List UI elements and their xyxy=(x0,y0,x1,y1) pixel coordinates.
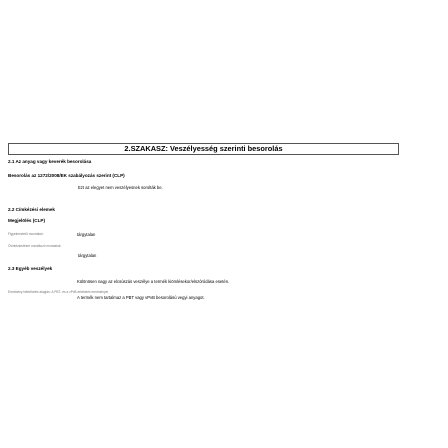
pbt-assessment-text: A termék nem tartalmaz a PBT vagy vPvB besorolású vegyi anyagot. xyxy=(77,295,205,300)
precautionary-statements-value: tárgytalan xyxy=(78,253,97,258)
section-title: 2.SZAKASZ: Veszélyesség szerinti besorolás xyxy=(8,143,399,155)
clp-classification-heading: Besorolás az 1272/2008/EK szabályozás szerint (CLP) xyxy=(8,173,125,178)
subsection-2-2-heading: 2.2 Címkézési elemek xyxy=(8,207,55,212)
clp-labelling-heading: Megjelölés (CLP) xyxy=(8,218,46,223)
classification-text: Ezt az elegyet nem veszélyesnek sorolták be. xyxy=(78,185,163,190)
hazard-statements-value: tárgytalan xyxy=(77,232,96,237)
hazard-statements-label: Figyelmeztető mondatok: xyxy=(8,232,44,236)
subsection-2-3-heading: 2.3 Egyéb veszélyek xyxy=(8,266,53,271)
pbt-assessment-label: Eredmény kiértékelés alapján: A PBT- és a vPvB-értékelés eredményei xyxy=(8,290,109,294)
slip-hazard-text: Különösen nagy az elcsúszás veszélye a termék kiömlésekor/elszóródása esetén. xyxy=(77,279,230,284)
subsection-2-1-heading: 2.1 Az anyag vagy keverék besorolása xyxy=(8,159,92,164)
precautionary-statements-label: Óvintézkedésre vonatkozó mondatok: xyxy=(8,244,62,248)
